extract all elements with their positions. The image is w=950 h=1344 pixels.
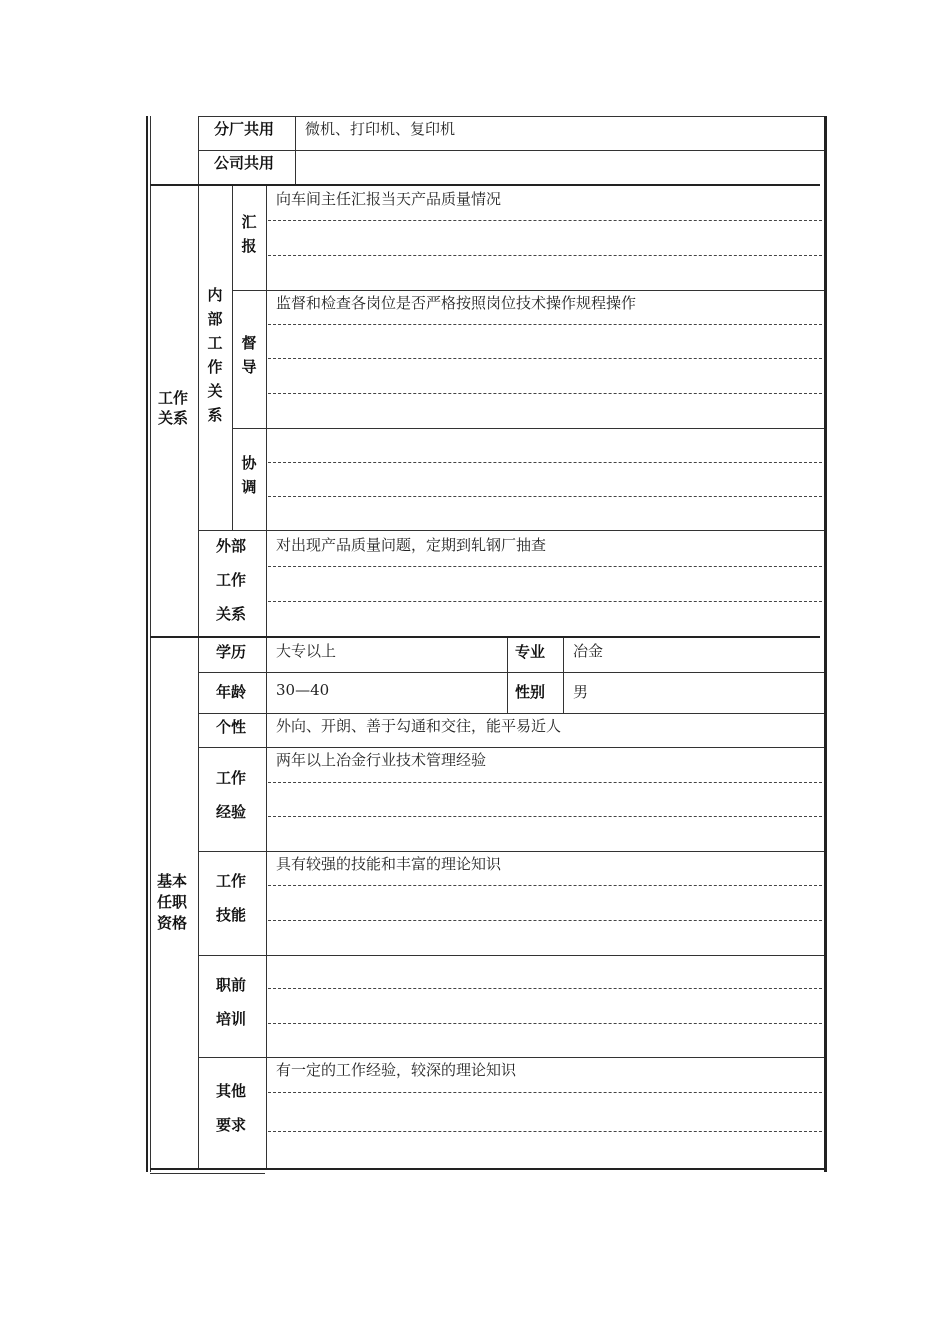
col-divider-internal <box>232 186 233 530</box>
personality-label: 个性 <box>216 718 247 736</box>
coordinate-label: 协 调 <box>241 454 257 496</box>
row-divider-personality <box>198 747 824 748</box>
dashed-line <box>268 393 822 394</box>
dashed-line <box>268 601 822 602</box>
work-relations-label: 工作 关系 <box>158 389 189 427</box>
dashed-line <box>268 1131 822 1132</box>
skills-label-2: 技能 <box>216 906 247 924</box>
branch-shared-label: 分厂共用 <box>214 120 275 138</box>
supervise-label: 督 导 <box>241 334 257 376</box>
gender-label: 性别 <box>515 683 546 701</box>
experience-label-2: 经验 <box>216 803 247 821</box>
branch-shared-value: 微机、打印机、复印机 <box>305 120 456 138</box>
skills-label-1: 工作 <box>216 872 247 890</box>
dashed-line <box>268 462 822 463</box>
col-divider-content <box>266 186 267 1168</box>
bottom-border-shadow <box>150 1173 265 1174</box>
external-relations-text: 对出现产品质量问题，定期到轧钢厂抽查 <box>276 536 547 554</box>
gender-value: 男 <box>573 683 589 701</box>
company-shared-label: 公司共用 <box>214 154 275 172</box>
dashed-line <box>268 255 822 256</box>
left-border-inner <box>150 116 151 1172</box>
other-requirements-value: 有一定的工作经验，较深的理论知识 <box>276 1061 517 1079</box>
row-divider-age <box>198 713 824 714</box>
row-divider-report <box>232 290 824 291</box>
education-value: 大专以上 <box>276 642 337 660</box>
dashed-line <box>268 1092 822 1093</box>
skills-value: 具有较强的技能和丰富的理论知识 <box>276 855 502 873</box>
section-divider-2 <box>150 636 820 638</box>
top-border <box>198 116 824 117</box>
education-label: 学历 <box>216 643 247 661</box>
experience-value: 两年以上冶金行业技术管理经验 <box>276 751 487 769</box>
row-divider-education <box>198 672 824 673</box>
col-divider-major-label <box>507 638 508 713</box>
major-value: 冶金 <box>573 642 604 660</box>
row-divider-supervise <box>232 428 824 429</box>
experience-label-1: 工作 <box>216 769 247 787</box>
supervise-text: 监督和检查各岗位是否严格按照岗位技术操作规程操作 <box>276 294 637 312</box>
external-relations-label-1: 外部 <box>216 537 247 555</box>
bottom-border <box>150 1168 827 1170</box>
major-label: 专业 <box>515 643 546 661</box>
col-divider-1 <box>198 116 199 1168</box>
training-label-2: 培训 <box>216 1010 247 1028</box>
dashed-line <box>268 920 822 921</box>
dashed-line <box>268 782 822 783</box>
internal-relations-label: 内 部 工 作 关 系 <box>207 286 223 424</box>
external-relations-label-2: 工作 <box>216 571 247 589</box>
dashed-line <box>268 816 822 817</box>
external-relations-label-3: 关系 <box>216 605 247 623</box>
report-text: 向车间主任汇报当天产品质量情况 <box>276 190 502 208</box>
dashed-line <box>268 988 822 989</box>
age-value: 30—40 <box>276 681 330 699</box>
row-divider-experience <box>198 851 824 852</box>
row-divider-training <box>198 1057 824 1058</box>
dashed-line <box>268 885 822 886</box>
report-label: 汇 报 <box>241 213 257 255</box>
row-divider-coordinate <box>198 530 824 531</box>
dashed-line <box>268 1023 822 1024</box>
dashed-line <box>268 220 822 221</box>
age-label: 年龄 <box>216 683 247 701</box>
section-divider-1 <box>150 184 820 186</box>
dashed-line <box>268 358 822 359</box>
training-label-1: 职前 <box>216 976 247 994</box>
left-border <box>146 116 148 1172</box>
other-requirements-label-2: 要求 <box>216 1116 247 1134</box>
row-divider-skills <box>198 955 824 956</box>
other-requirements-label-1: 其他 <box>216 1082 247 1100</box>
dashed-line <box>268 496 822 497</box>
personality-value: 外向、开朗、善于勾通和交往，能平易近人 <box>276 717 562 735</box>
qualifications-label: 基本 任职 资格 <box>157 872 188 932</box>
dashed-line <box>268 566 822 567</box>
col-divider-major-value <box>563 638 564 713</box>
row-divider-equipment <box>198 150 824 151</box>
right-border <box>824 116 827 1172</box>
dashed-line <box>268 324 822 325</box>
